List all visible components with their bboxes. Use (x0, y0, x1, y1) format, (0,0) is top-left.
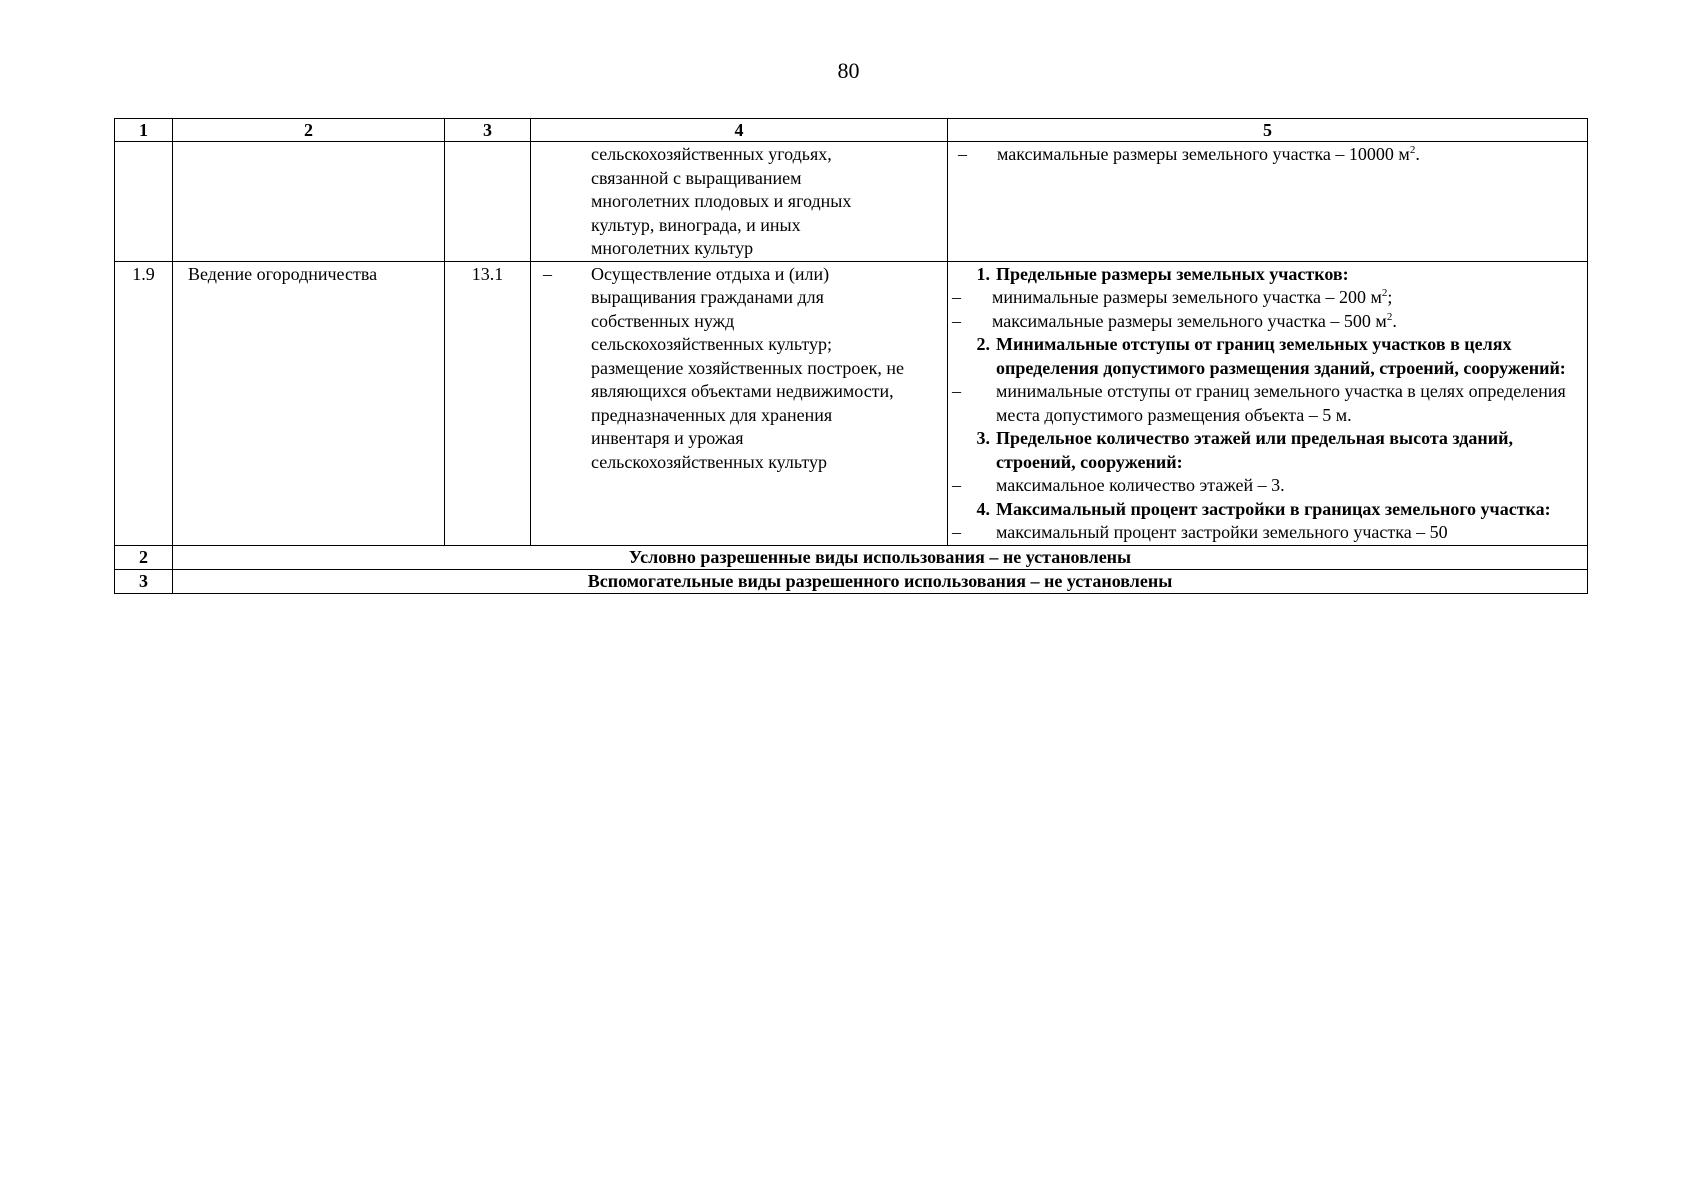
cont-description-cell (531, 142, 948, 262)
parameter-heading-2: 2. Минимальные отступы от границ земельных участков в целях определения допустимого размещения зданий, строений, сооружений: (976, 334, 1566, 378)
description-line: размещение хозяйственных построек, не (591, 357, 904, 378)
cont-num-cell (115, 142, 173, 262)
cont-name-cell (173, 142, 445, 262)
parameter-heading-1: 1. Предельные размеры земельных участков: (976, 263, 1349, 284)
dash-marker: – (543, 263, 552, 284)
description-line: культур, винограда, и иных (591, 214, 801, 235)
parameter-heading-3: 3. Предельное количество этажей или предельная высота зданий, строений, сооружений: (976, 428, 1514, 472)
description-line: сельскохозяйственных культур (591, 451, 828, 472)
table-row-continued (115, 142, 1588, 262)
parameter-item: – максимальный процент застройки земельного участка – 50 (952, 521, 1577, 545)
row-number-cell: 3 (115, 569, 173, 593)
header-col-5: 5 (948, 119, 1588, 142)
parameter-item: – максимальное количество этажей – 3. (952, 474, 1577, 498)
dash-marker: – (952, 381, 961, 401)
dash-marker: – (952, 310, 961, 331)
header-col-2: 2 (173, 119, 445, 142)
parameters-cell (948, 261, 1588, 545)
page-number: 80 (837, 58, 860, 83)
table-row-1-9 (115, 261, 1588, 545)
table-row-2 (115, 545, 1588, 569)
conditional-uses-cell: Условно разрешенные виды использования – не установлены (173, 545, 1588, 569)
description-line: выращивания гражданами для (591, 287, 824, 307)
zoning-table (114, 118, 1588, 594)
cont-parameters-cell (948, 142, 1588, 262)
dash-marker: – (952, 475, 961, 495)
parameter-heading-4: 4. Максимальный процент застройки в границах земельного участка: (976, 498, 1551, 519)
description-line: многолетних культур (591, 238, 754, 258)
parameter-item: – минимальные отступы от границ земельного участка в целях определения места допустимого размещения объекта – 5 м. (952, 380, 1577, 427)
dash-marker: – (952, 522, 961, 542)
row-number-cell: 2 (115, 545, 173, 569)
description-line: сельскохозяйственных угодьях, (591, 144, 832, 164)
use-name-cell: Ведение огородничества (173, 261, 445, 545)
row-number-cell: 1.9 (115, 261, 173, 545)
use-description-cell (531, 261, 948, 545)
auxiliary-uses-cell: Вспомогательные виды разрешенного использования – не установлены (173, 569, 1588, 593)
description-line: связанной с выращиванием (591, 167, 802, 188)
description-line: многолетних плодовых и ягодных (591, 191, 852, 211)
parameter-text: максимальные размеры земельного участка – 10000 $м^2$. (997, 144, 1420, 164)
description-line: являющихся объектами недвижимости, (591, 381, 894, 401)
parameter-item: – максимальные размеры земельного участка – 500 $м^2$. (952, 310, 1577, 334)
parameter-item: – минимальные размеры земельного участка – 200 $м^2$; (952, 286, 1577, 310)
parameter-item (958, 143, 1579, 167)
description-item (539, 263, 943, 475)
header-col-1: 1 (115, 119, 173, 142)
description-line: предназначенных для хранения (591, 404, 833, 425)
table-header-row (115, 119, 1588, 142)
description-line: сельскохозяйственных культур; (591, 334, 833, 354)
use-code-cell: 13.1 (445, 261, 531, 545)
description-line: инвентаря и урожая (591, 428, 744, 448)
dash-marker: – (958, 144, 967, 164)
cont-code-cell (445, 142, 531, 262)
header-col-3: 3 (445, 119, 531, 142)
description-line: Осуществление отдыха и (или) (591, 263, 830, 284)
dash-marker: – (952, 287, 961, 307)
table-row-3 (115, 569, 1588, 593)
description-line: собственных нужд (591, 310, 735, 331)
header-col-4: 4 (531, 119, 948, 142)
